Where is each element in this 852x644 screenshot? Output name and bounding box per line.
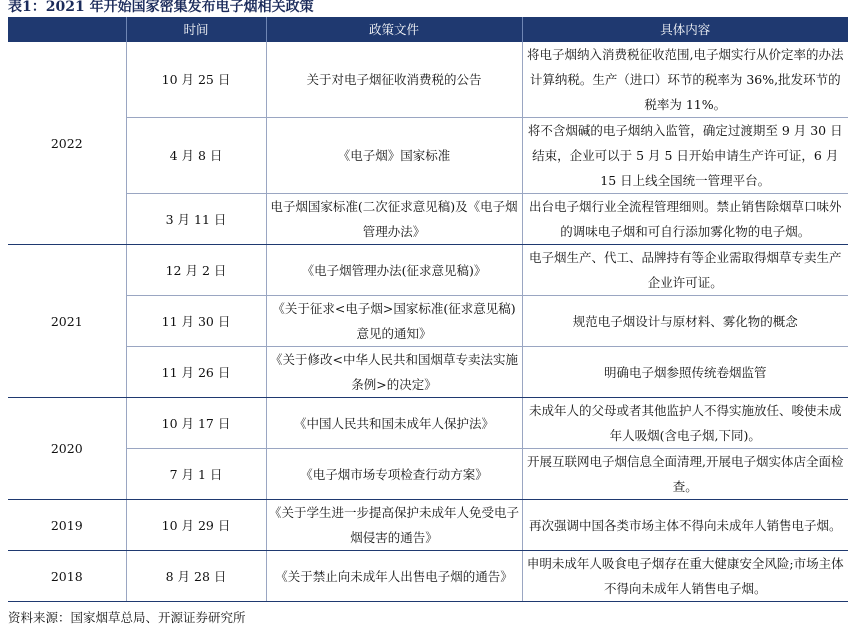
date-cell: 11 月 26 日 xyxy=(126,347,266,398)
table-row xyxy=(8,500,848,551)
table-row xyxy=(8,347,848,398)
detail-cell: 规范电子烟设计与原材料、雾化物的概念 xyxy=(522,296,848,347)
year-cell: 2018 xyxy=(8,551,126,602)
detail-cell: 明确电子烟参照传统卷烟监管 xyxy=(522,347,848,398)
detail-cell: 将不含烟碱的电子烟纳入监管，确定过渡期至 9 月 30 日结束，企业可以于 5 月 5 日开始申请生产许可证，6 月 15 日上线全国统一管理平台。 xyxy=(522,118,848,194)
date-cell: 10 月 25 日 xyxy=(126,42,266,118)
date-cell: 4 月 8 日 xyxy=(126,118,266,194)
document-cell: 《关于禁止向未成年人出售电子烟的通告》 xyxy=(266,551,522,602)
document-cell: 《关于修改<中华人民共和国烟草专卖法实施条例>的决定》 xyxy=(266,347,522,398)
document-cell: 《中国人民共和国未成年人保护法》 xyxy=(266,398,522,449)
table-header xyxy=(8,17,848,42)
table-row xyxy=(8,551,848,602)
table-body xyxy=(8,42,848,602)
date-cell: 7 月 1 日 xyxy=(126,449,266,500)
date-cell: 10 月 29 日 xyxy=(126,500,266,551)
year-cell: 2020 xyxy=(8,398,126,500)
year-cell: 2022 xyxy=(8,42,126,245)
date-cell: 3 月 11 日 xyxy=(126,194,266,245)
policy-table xyxy=(8,17,848,602)
document-cell: 《电子烟管理办法(征求意见稿)》 xyxy=(266,245,522,296)
detail-cell: 出台电子烟行业全流程管理细则。禁止销售除烟草口味外的调味电子烟和可自行添加雾化物的电子烟。 xyxy=(522,194,848,245)
detail-cell: 再次强调中国各类市场主体不得向未成年人销售电子烟。 xyxy=(522,500,848,551)
document-cell: 关于对电子烟征收消费税的公告 xyxy=(266,42,522,118)
table-title: 表1：2021 年开始国家密集发布电子烟相关政策 xyxy=(8,0,314,15)
table-row xyxy=(8,296,848,347)
table-row xyxy=(8,194,848,245)
detail-cell: 申明未成年人吸食电子烟存在重大健康安全风险;市场主体不得向未成年人销售电子烟。 xyxy=(522,551,848,602)
document-cell: 《关于征求<电子烟>国家标准(征求意见稿)意见的通知》 xyxy=(266,296,522,347)
year-cell: 2019 xyxy=(8,500,126,551)
header-time: 时间 xyxy=(126,17,266,42)
table-row xyxy=(8,449,848,500)
table-row xyxy=(8,398,848,449)
detail-cell: 未成年人的父母或者其他监护人不得实施放任、唆使未成年人吸烟(含电子烟,下同)。 xyxy=(522,398,848,449)
document-cell: 电子烟国家标准(二次征求意见稿)及《电子烟管理办法》 xyxy=(266,194,522,245)
source-note: 资料来源：国家烟草总局、开源证券研究所 xyxy=(8,610,246,625)
document-cell: 《电子烟》国家标准 xyxy=(266,118,522,194)
detail-cell: 开展互联网电子烟信息全面清理,开展电子烟实体店全面检查。 xyxy=(522,449,848,500)
header-detail: 具体内容 xyxy=(522,17,848,42)
table-row xyxy=(8,42,848,118)
table-row xyxy=(8,245,848,296)
date-cell: 12 月 2 日 xyxy=(126,245,266,296)
year-cell: 2021 xyxy=(8,245,126,398)
header-document: 政策文件 xyxy=(266,17,522,42)
header-year xyxy=(8,17,126,42)
detail-cell: 电子烟生产、代工、品牌持有等企业需取得烟草专卖生产企业许可证。 xyxy=(522,245,848,296)
table-row xyxy=(8,118,848,194)
date-cell: 10 月 17 日 xyxy=(126,398,266,449)
detail-cell: 将电子烟纳入消费税征收范围,电子烟实行从价定率的办法计算纳税。生产（进口）环节的税率为 36%,批发环节的税率为 11%。 xyxy=(522,42,848,118)
date-cell: 11 月 30 日 xyxy=(126,296,266,347)
document-cell: 《关于学生进一步提高保护未成年人免受电子烟侵害的通告》 xyxy=(266,500,522,551)
date-cell: 8 月 28 日 xyxy=(126,551,266,602)
document-cell: 《电子烟市场专项检查行动方案》 xyxy=(266,449,522,500)
